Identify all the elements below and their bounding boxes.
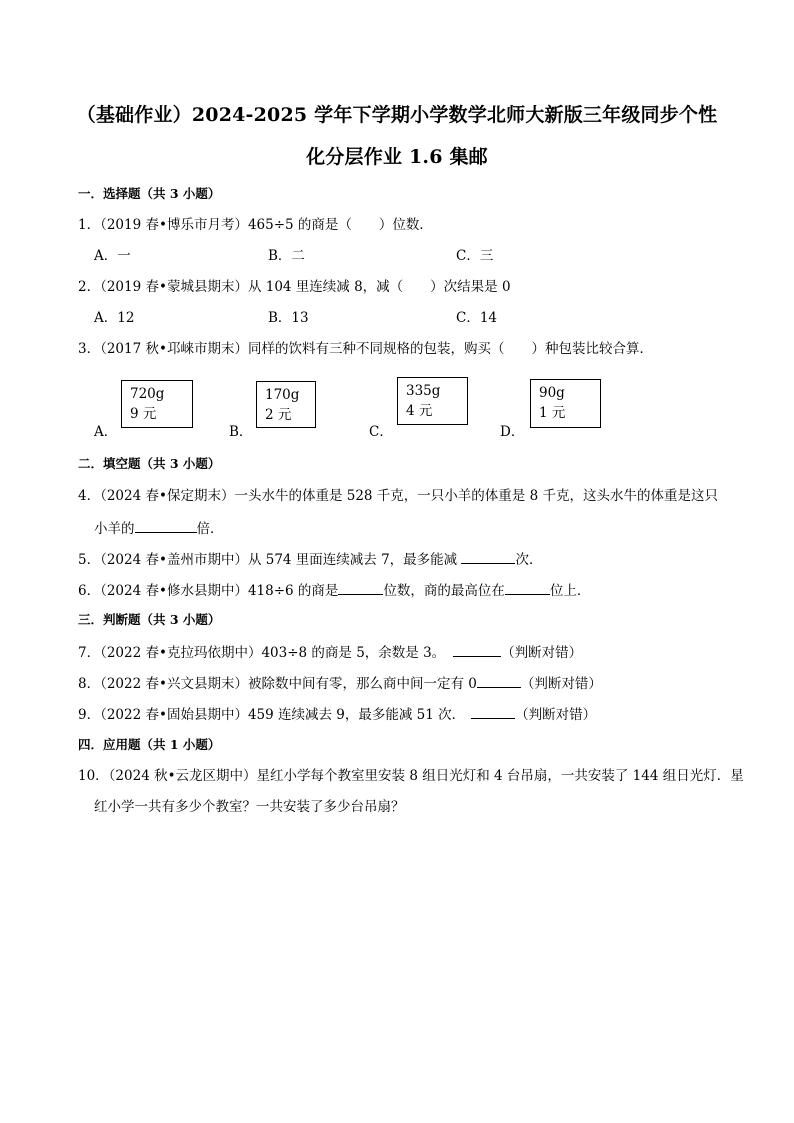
q3-package-d-price: 1 元 xyxy=(539,405,566,421)
q2-option-c: C．14 xyxy=(456,310,498,326)
q3-package-d-weight: 90g xyxy=(539,385,565,401)
section-choice-heading: 一．选择题（共 3 小题） xyxy=(78,186,221,201)
q3-package-c xyxy=(397,377,468,425)
q7-answer-blank[interactable] xyxy=(453,642,501,657)
q1-option-b: B．二 xyxy=(268,248,305,264)
question-4-line-1: 4．（2024 春•保定期末）一头水牛的体重是 528 千克，一只小羊的体重是 8 千克，这头水牛的体重是这只 xyxy=(78,488,718,504)
q8-answer-blank[interactable] xyxy=(477,673,521,688)
q3-option-a-letter: A． xyxy=(94,424,118,440)
q7-text-b: （判断对错） xyxy=(501,645,583,661)
question-2: 2．（2019 春•蒙城县期末）从 104 里连续减 8，减（ ）次结果是 0 xyxy=(78,279,511,295)
question-10-line-2: 红小学一共有多少个教室？一共安装了多少台吊扇？ xyxy=(94,799,405,815)
q4-text-b: 倍． xyxy=(196,521,224,537)
q3-package-a xyxy=(121,380,193,428)
q3-package-c-price: 4 元 xyxy=(406,403,433,419)
question-5 xyxy=(78,549,542,569)
q3-package-c-weight: 335g xyxy=(406,383,441,399)
q2-option-a: A．12 xyxy=(94,310,135,326)
question-3: 3．（2017 秋•邛崃市期末）同样的饮料有三种不同规格的包装，购买（ ）种包装比较合算． xyxy=(78,341,653,357)
q7-text-a: 7．（2022 春•克拉玛依期中）403÷8 的商是 5，余数是 3。 xyxy=(78,645,446,661)
section-application-heading: 四．应用题（共 1 小题） xyxy=(78,737,221,752)
q3-option-c-letter: C． xyxy=(369,424,393,440)
q4-text-a: 小羊的 xyxy=(94,521,135,537)
q2-option-b: B．13 xyxy=(268,310,309,326)
question-8 xyxy=(78,673,602,693)
q3-package-b-price: 2 元 xyxy=(265,407,292,423)
q3-package-a-price: 9 元 xyxy=(130,406,157,422)
question-9 xyxy=(78,704,596,724)
q8-text-b: （判断对错） xyxy=(520,676,602,692)
q6-text-a: 6．（2024 春•修水县期中）418÷6 的商是 xyxy=(78,583,339,599)
q8-text-a: 8．（2022 春•兴文县期末）被除数中间有零，那么商中间一定有 0 xyxy=(78,676,477,692)
q1-option-c: C．三 xyxy=(456,248,494,264)
q9-answer-blank[interactable] xyxy=(471,704,515,719)
question-1: 1．（2019 春•博乐市月考）465÷5 的商是（ ）位数． xyxy=(78,217,433,233)
q3-option-d-letter: D． xyxy=(500,424,525,440)
q4-answer-blank[interactable] xyxy=(135,518,197,533)
q1-option-a: A．一 xyxy=(94,248,131,264)
question-6 xyxy=(78,580,590,600)
q5-text-a: 5．（2024 春•盖州市期中）从 574 里面连续减去 7，最多能减 xyxy=(78,552,462,568)
q3-option-b-letter: B． xyxy=(229,424,253,440)
q5-text-b: 次． xyxy=(515,552,543,568)
q9-text-b: （判断对错） xyxy=(515,707,597,723)
question-7 xyxy=(78,642,582,662)
q3-package-b-weight: 170g xyxy=(265,387,300,403)
question-4-line-2 xyxy=(94,518,224,538)
q9-text-a: 9．（2022 春•固始县期中）459 连续减去 9，最多能减 51 次． xyxy=(78,707,466,723)
q5-answer-blank[interactable] xyxy=(461,549,515,564)
question-10-line-1: 10．（2024 秋•云龙区期中）星红小学每个教室里安装 8 组日光灯和 4 台吊扇，一共安装了 144 组日光灯．星 xyxy=(78,768,744,784)
q6-answer-blank-2[interactable] xyxy=(505,580,550,595)
title-line-2: 化分层作业 1.6 集邮 xyxy=(306,146,488,168)
section-fill-heading: 二．填空题（共 3 小题） xyxy=(78,456,221,471)
q3-package-b xyxy=(256,381,316,428)
title-line-1: （基础作业）2024-2025 学年下学期小学数学北师大新版三年级同步个性 xyxy=(76,104,718,126)
q3-package-d xyxy=(530,379,601,428)
q6-answer-blank-1[interactable] xyxy=(338,580,383,595)
q6-text-b: 位数，商的最高位在 xyxy=(383,583,505,599)
section-judge-heading: 三．判断题（共 3 小题） xyxy=(78,612,221,627)
q3-package-a-weight: 720g xyxy=(130,386,165,402)
q6-text-c: 位上． xyxy=(549,583,591,599)
